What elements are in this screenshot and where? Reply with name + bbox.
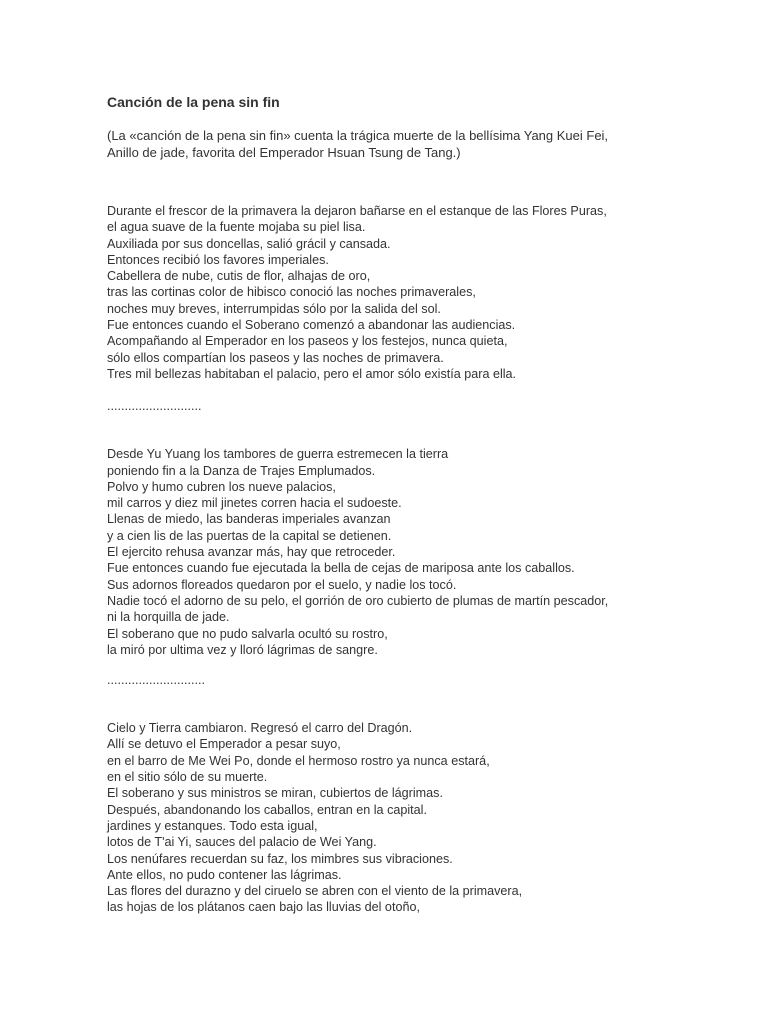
verse-line: tras las cortinas color de hibisco conoció las noches primaverales, <box>107 285 476 300</box>
verse-line: Entonces recibió los favores imperiales. <box>107 252 329 267</box>
stanza-2 <box>107 446 768 658</box>
verse-line: ni la horquilla de jade. <box>107 610 230 625</box>
verse-line: Después, abandonando los caballos, entran en la capital. <box>107 802 427 817</box>
verse-line: la miró por ultima vez y lloró lágrimas de sangre. <box>107 642 378 657</box>
verse-line: las hojas de los plátanos caen bajo las lluvias del otoño, <box>107 900 420 915</box>
section-separator: ............................ <box>107 673 205 688</box>
verse-line: y a cien lis de las puertas de la capital se detienen. <box>107 528 392 543</box>
verse-line: Auxiliada por sus doncellas, salió grácil y cansada. <box>107 236 391 251</box>
verse-line: Ante ellos, no pudo contener las lágrimas. <box>107 867 342 882</box>
stanza-3 <box>107 720 768 916</box>
verse-line: lotos de T'ai Yi, sauces del palacio de Wei Yang. <box>107 835 377 850</box>
verse-line: mil carros y diez mil jinetes corren hacia el sudoeste. <box>107 496 402 511</box>
verse-line: Tres mil bellezas habitaban el palacio, pero el amor sólo existía para ella. <box>107 366 517 381</box>
intro-line: Anillo de jade, favorita del Emperador Hsuan Tsung de Tang.) <box>107 145 461 160</box>
verse-line: Las flores del durazno y del ciruelo se abren con el viento de la primavera, <box>107 884 523 899</box>
verse-line: El ejercito rehusa avanzar más, hay que retroceder. <box>107 545 396 560</box>
verse-line: en el sitio sólo de su muerte. <box>107 770 268 785</box>
verse-line: Sus adornos floreados quedaron por el suelo, y nadie los tocó. <box>107 577 457 592</box>
verse-line: sólo ellos compartían los paseos y las noches de primavera. <box>107 350 444 365</box>
verse-line: Durante el frescor de la primavera la dejaron bañarse en el estanque de las Flores Puras, <box>107 204 607 218</box>
verse-line: Fue entonces cuando fue ejecutada la bella de cejas de mariposa ante los caballos. <box>107 561 575 576</box>
verse-line: en el barro de Me Wei Po, donde el hermoso rostro ya nunca estará, <box>107 753 490 768</box>
verse-line: El soberano y sus ministros se miran, cubiertos de lágrimas. <box>107 786 443 801</box>
poem-intro <box>107 127 768 161</box>
verse-line: Allí se detuvo el Emperador a pesar suyo, <box>107 737 341 752</box>
verse-line: poniendo fin a la Danza de Trajes Emplumados. <box>107 463 376 478</box>
verse-line: Fue entonces cuando el Soberano comenzó a abandonar las audiencias. <box>107 318 516 333</box>
verse-line: jardines y estanques. Todo esta igual, <box>107 818 318 833</box>
verse-line: noches muy breves, interrumpidas sólo por la salida del sol. <box>107 301 441 316</box>
verse-line: Cabellera de nube, cutis de flor, alhajas de oro, <box>107 269 371 284</box>
section-separator: ........................... <box>107 399 202 414</box>
verse-line: Acompañando al Emperador en los paseos y los festejos, nunca quieta, <box>107 334 508 349</box>
verse-line: Polvo y humo cubren los nueve palacios, <box>107 479 336 494</box>
verse-line: Llenas de miedo, las banderas imperiales avanzan <box>107 512 391 527</box>
verse-line: Desde Yu Yuang los tambores de guerra estremecen la tierra <box>107 447 449 462</box>
stanza-1 <box>107 203 768 382</box>
verse-line: Los nenúfares recuerdan su faz, los mimbres sus vibraciones. <box>107 851 453 866</box>
verse-line: Cielo y Tierra cambiaron. Regresó el carro del Dragón. <box>107 721 413 736</box>
verse-line: Nadie tocó el adorno de su pelo, el gorrión de oro cubierto de plumas de martín pescador, <box>107 593 609 608</box>
poem-title: Canción de la pena sin fin <box>107 94 280 110</box>
intro-line: (La «canción de la pena sin fin» cuenta la trágica muerte de la bellísima Yang Kuei Fei, <box>107 128 609 143</box>
verse-line: el agua suave de la fuente mojaba su piel lisa. <box>107 220 366 235</box>
verse-line: El soberano que no pudo salvarla ocultó su rostro, <box>107 626 388 641</box>
